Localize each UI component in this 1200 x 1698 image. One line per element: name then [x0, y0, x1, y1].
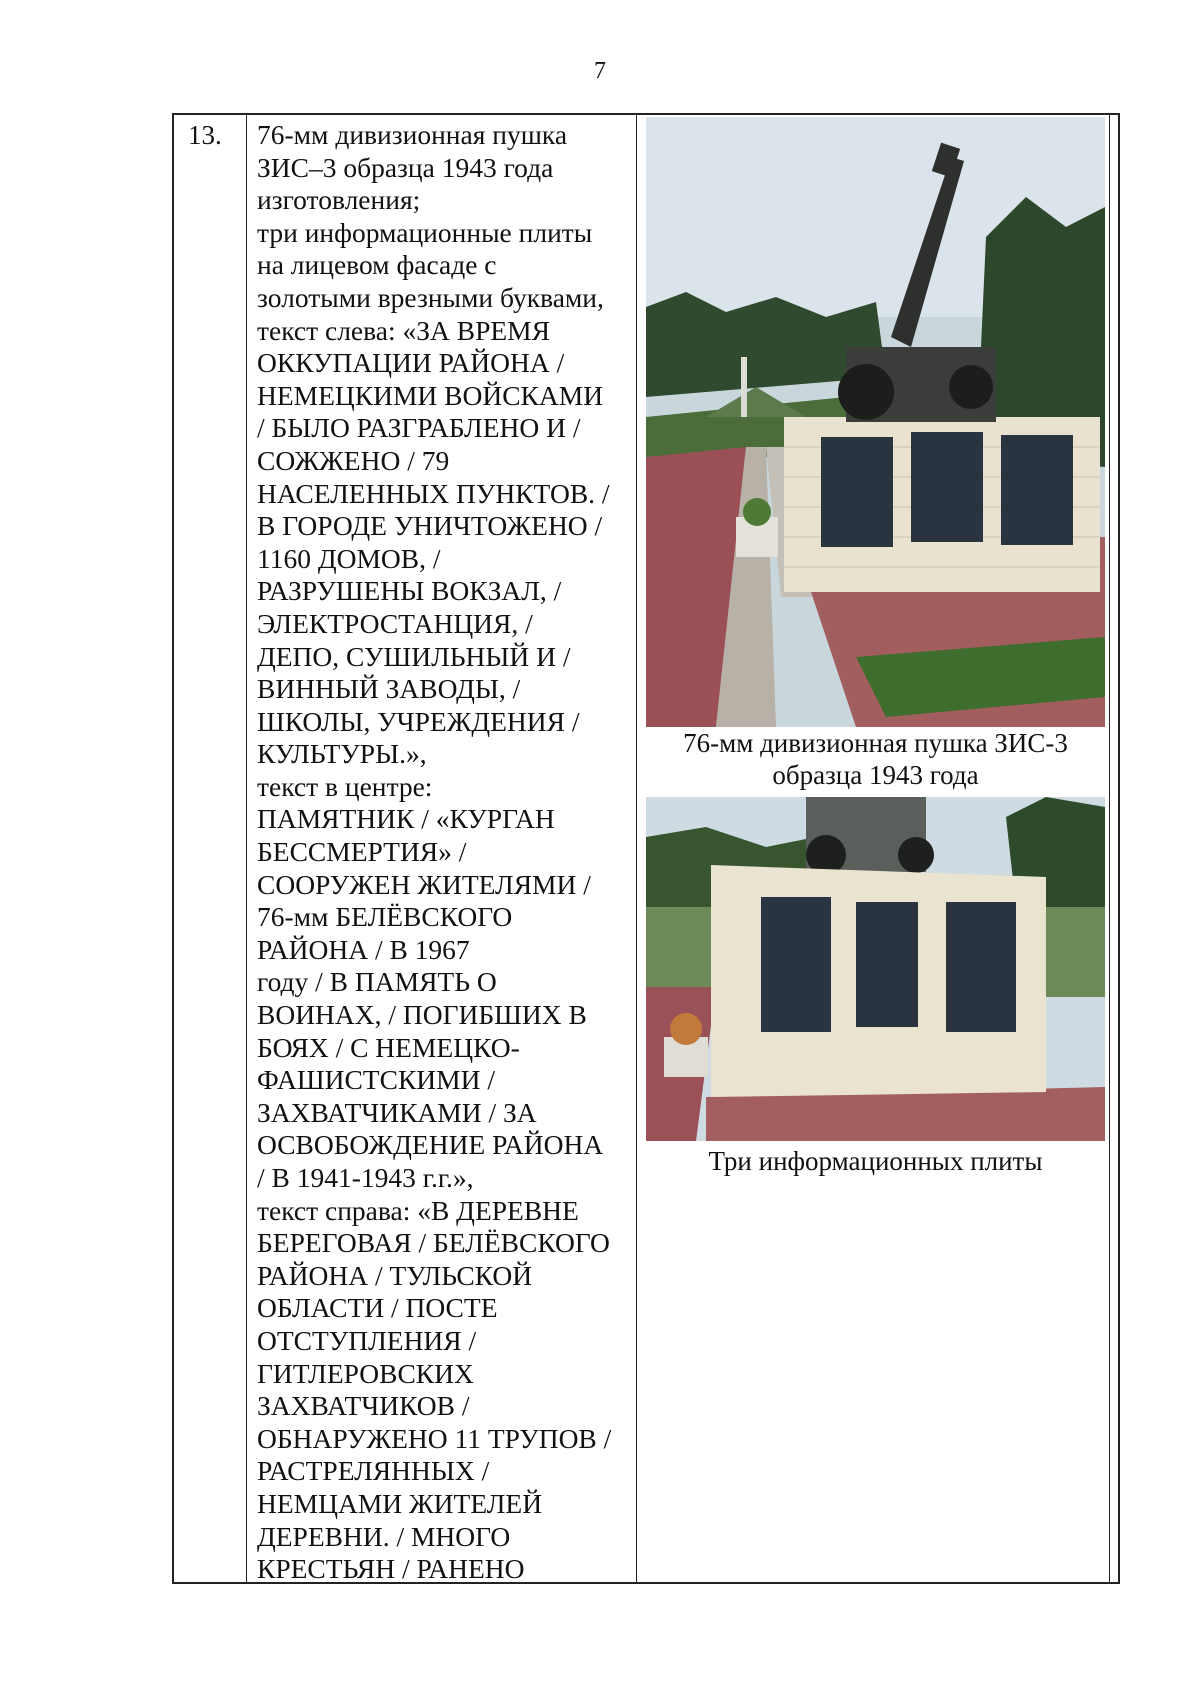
description-line: РАЙОНА / ТУЛЬСКОЙ — [257, 1259, 533, 1291]
photo-caption — [646, 727, 1105, 791]
object-description — [257, 119, 637, 1586]
description-line: БЕССМЕРТИЯ» / — [257, 836, 467, 868]
description-line: ФАШИСТСКИМИ / — [257, 1064, 495, 1096]
description-line: КРЕСТЬЯН / РАНЕНО — [257, 1553, 525, 1585]
description-line: ЭЛЕКТРОСТАНЦИЯ, / — [257, 607, 533, 639]
description-line: ДЕПО, СУШИЛЬНЫЙ И / — [257, 640, 571, 672]
description-line: БОЯХ / С НЕМЕЦКО- — [257, 1031, 520, 1063]
description-line: БЕРЕГОВАЯ / БЕЛЁВСКОГО — [257, 1227, 610, 1259]
description-line: на лицевом фасаде с — [257, 249, 497, 281]
description-line: ОТСТУПЛЕНИЯ / — [257, 1324, 477, 1356]
caption-line: Три информационных плиты — [708, 1146, 1043, 1176]
description-line: ОСВОБОЖДЕНИЕ РАЙОНА — [257, 1129, 604, 1161]
description-line: ВОИНАХ, / ПОГИБШИХ В — [257, 999, 587, 1031]
caption-line: образца 1943 года — [772, 760, 979, 790]
monument-table — [172, 113, 1120, 1584]
description-line: году / В ПАМЯТЬ О — [257, 966, 497, 998]
description-line: РАЗРУШЕНЫ ВОКЗАЛ, / — [257, 575, 562, 607]
description-line: СООРУЖЕН ЖИТЕЛЯМИ / — [257, 868, 591, 900]
description-line: ЗАХВАТЧИКАМИ / ЗА — [257, 1096, 537, 1128]
description-line: 1160 ДОМОВ, / — [257, 542, 441, 574]
photo-caption — [646, 1145, 1105, 1177]
caption-line: 76-мм дивизионная пушка ЗИС-3 — [683, 728, 1068, 758]
description-line: СОЖЖЕНО / 79 — [257, 444, 450, 476]
description-line: 76-мм дивизионная пушка — [257, 119, 568, 150]
description-line: ПАМЯТНИК / «КУРГАН — [257, 803, 555, 835]
description-line: В ГОРОДЕ УНИЧТОЖЕНО / — [257, 510, 603, 542]
description-line: текст слева: «ЗА ВРЕМЯ — [257, 314, 550, 346]
description-line: ОККУПАЦИИ РАЙОНА / — [257, 347, 565, 379]
description-line: / В 1941-1943 г.г.», — [257, 1162, 474, 1193]
description-line: ГИТЛЕРОВСКИХ — [257, 1357, 474, 1389]
description-line: НЕМЕЦКИМИ ВОЙСКАМИ — [257, 379, 604, 411]
description-line: РАСТРЕЛЯННЫХ / — [257, 1455, 490, 1487]
description-line: КУЛЬТУРЫ.», — [257, 738, 427, 770]
description-line: текст справа: «В ДЕРЕВНЕ — [257, 1194, 579, 1226]
description-line: РАЙОНА / В 1967 — [257, 933, 470, 965]
photo-gun-monument — [646, 117, 1105, 727]
column-divider — [1109, 115, 1110, 1582]
page-number: 7 — [594, 58, 606, 84]
description-line: ДЕРЕВНИ. / МНОГО — [257, 1520, 511, 1552]
description-line: НЕМЦАМИ ЖИТЕЛЕЙ — [257, 1487, 543, 1519]
column-divider — [246, 115, 247, 1582]
description-line: / БЫЛО РАЗГРАБЛЕНО И / — [257, 412, 581, 444]
description-line: ОБНАРУЖЕНО 11 ТРУПОВ / — [257, 1422, 612, 1454]
description-line: золотыми врезными буквами, — [257, 281, 604, 313]
description-line: ОБЛАСТИ / ПОСТЕ — [257, 1292, 498, 1324]
row-number: 13. — [188, 120, 222, 150]
description-line: ШКОЛЫ, УЧРЕЖДЕНИЯ / — [257, 705, 580, 737]
photo-information-plates — [646, 797, 1105, 1141]
description-line: три информационные плиты — [257, 216, 593, 248]
description-line: ЗИС–3 образца 1943 года — [257, 151, 554, 183]
description-line: ВИННЫЙ ЗАВОДЫ, / — [257, 673, 521, 705]
description-line: ЗАХВАТЧИКОВ / — [257, 1390, 470, 1422]
description-line: изготовления; — [257, 184, 421, 216]
description-line: НАСЕЛЕННЫХ ПУНКТОВ. / — [257, 477, 610, 509]
description-line: текст в центре: — [257, 770, 433, 802]
description-line: 76-мм БЕЛЁВСКОГО — [257, 901, 513, 933]
